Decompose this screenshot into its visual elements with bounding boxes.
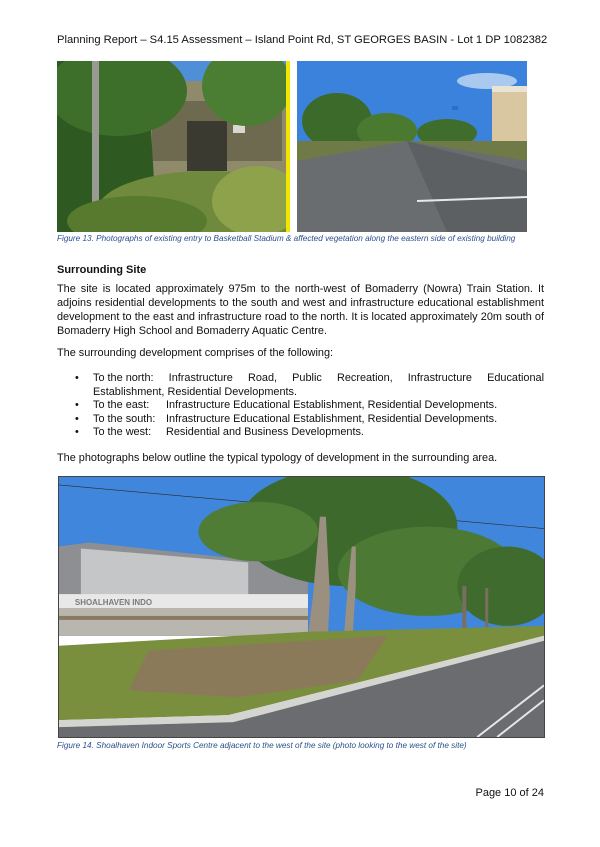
- bullet-text: Infrastructure Educational Establishment, Residential Developments.: [166, 399, 498, 412]
- bullet-word: Infrastructure: [407, 372, 472, 384]
- bullet-text: Residential and Business Developments.: [166, 426, 364, 439]
- list-item: • To the north: Infrastructure Road, Public Recreation, Infrastructure Educational Establishment, Residential Developments.: [75, 372, 544, 398]
- list-item: • To the south: Infrastructure Educational Establishment, Residential Developments.: [75, 412, 498, 425]
- bullet-continuation: Establishment, Residential Developments.: [93, 385, 297, 398]
- figure-14-caption: Figure 14. Shoalhaven Indoor Sports Centre adjacent to the west of the site (photo looking to the west of the site): [57, 741, 467, 750]
- photo-stadium-entry: [57, 61, 290, 232]
- bullet-word: Infrastructure: [168, 372, 233, 384]
- bullet-label: To the north:: [93, 372, 154, 384]
- list-item: • To the west: Residential and Business Developments.: [75, 426, 364, 439]
- page-number: Page 10 of 24: [475, 787, 544, 799]
- photo-sports-centre: [58, 476, 545, 738]
- bullet-word: Recreation,: [336, 372, 393, 384]
- surrounding-development-intro: The surrounding development comprises of the following:: [57, 347, 334, 359]
- surrounding-development-list: [57, 372, 544, 440]
- figure-13-caption: Figure 13. Photographs of existing entry to Basketball Stadium & affected vegetation along the eastern side of existing building: [57, 234, 516, 243]
- bullet-word: Educational: [487, 372, 544, 384]
- page-header: Planning Report – S4.15 Assessment – Island Point Rd, ST GEORGES BASIN - Lot 1 DP 1082382: [57, 34, 548, 46]
- bullet-label: To the west:: [93, 426, 152, 439]
- building-sign: SHOALHAVEN INDO: [74, 598, 153, 608]
- bullet-word: Road,: [247, 372, 278, 384]
- bullet-label: To the east:: [93, 399, 150, 412]
- bullet-text: Infrastructure Educational Establishment, Residential Developments.: [166, 412, 498, 425]
- photos-intro-paragraph: The photographs below outline the typical typology of development in the surrounding area.: [57, 452, 498, 464]
- list-item: • To the east: Infrastructure Educational Establishment, Residential Developments.: [75, 399, 498, 412]
- bullet-word: Public: [292, 372, 322, 384]
- photo-access-road: [297, 61, 527, 232]
- section-heading: Surrounding Site: [57, 264, 147, 276]
- site-location-paragraph: The site is located approximately 975m to the north-west of Bomaderry (Nowra) Train Station. It adjoins residential developments to the south and west and infrastructure educational establishment development to the east and infrastructure road to the north. It is located approximately 20m south of Bomaderry High School and Bomaderry Aquatic Centre.: [57, 283, 544, 337]
- bullet-label: To the south:: [93, 412, 156, 425]
